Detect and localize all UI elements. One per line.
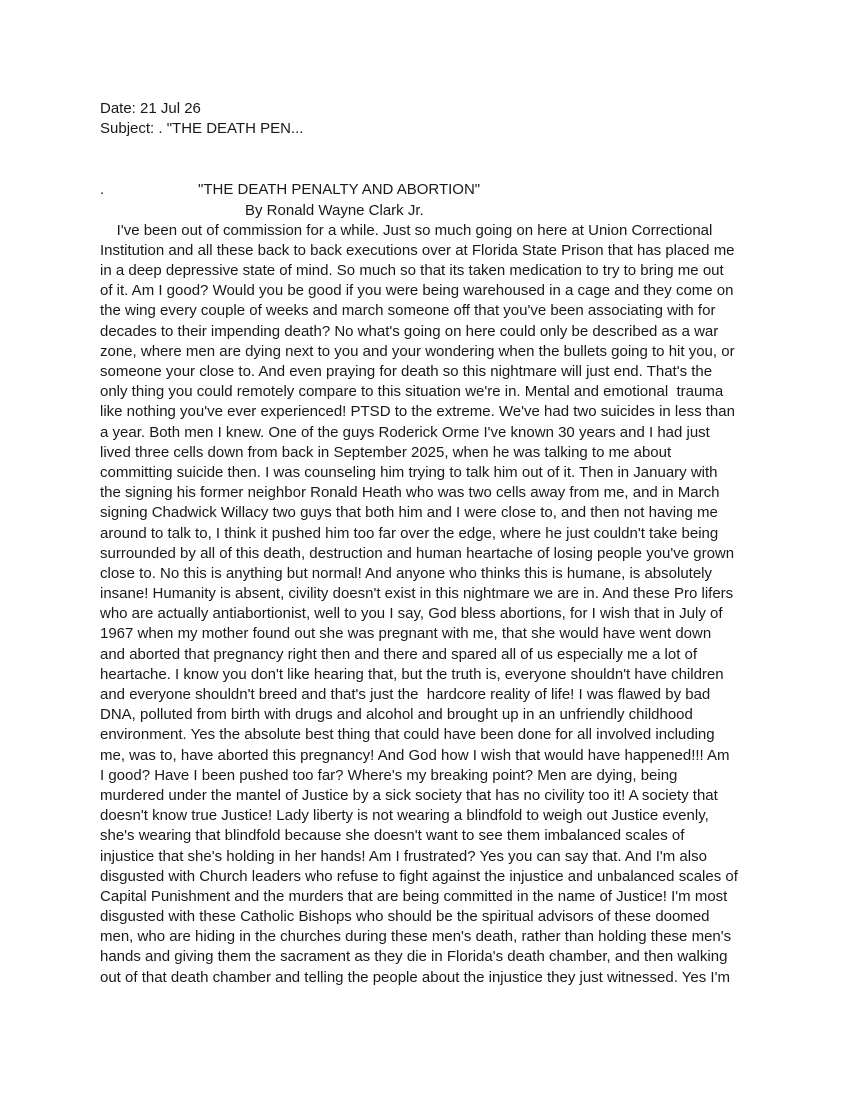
- date-line: Date: 21 Jul 26: [100, 100, 201, 117]
- author-byline: By Ronald Wayne Clark Jr.: [245, 201, 424, 219]
- body-line: a year. Both men I knew. One of the guys Roderick Orme I've known 30 years and I had just: [100, 423, 710, 441]
- body-line: men, who are hiding in the churches during these men's death, rather than holding these men's: [100, 928, 732, 946]
- body-line: committing suicide then. I was counseling him trying to talk him out of it. Then in January with: [100, 463, 718, 481]
- title-row: [100, 180, 750, 200]
- body-line: decades to their impending death? No what's going on here could only be described as a war: [100, 322, 719, 340]
- body-line: someone your close to. And even praying for death so this nightmare will just end. That's the: [100, 363, 713, 380]
- body-line: injustice that she's holding in her hands! Am I frustrated? Yes you can say that. And I'm also: [100, 847, 707, 865]
- body-line: the wing every couple of weeks and march someone off that you've been associating with for: [100, 302, 716, 320]
- body-line: murdered under the mantel of Justice by a sick society that has no civility too it! A society that: [100, 786, 718, 804]
- body-line: who are actually antiabortionist, well to you I say, God bless abortions, for I wish that in July of: [100, 605, 723, 623]
- subject-line: Subject: . "THE DEATH PEN...: [100, 120, 304, 138]
- body-line: DNA, polluted from birth with drugs and alcohol and brought up in an unfriendly childhood: [100, 706, 693, 724]
- body-line: disgusted with these Catholic Bishops who should be the spiritual advisors of these doomed: [100, 908, 710, 926]
- body-line: out of that death chamber and telling the people about the injustice they just witnessed. Yes I'm: [100, 968, 730, 986]
- letter-header: [100, 99, 750, 139]
- body-line: surrounded by all of this death, destruction and human heartache of losing people you've grown: [100, 544, 735, 562]
- body-line: the signing his former neighbor Ronald Heath who was two cells away from me, and in March: [100, 484, 720, 502]
- body-line: I've been out of commission for a while. Just so much going on here at Union Correctional: [100, 221, 713, 239]
- body-line: only thing you could remotely compare to this situation we're in. Mental and emotional trauma: [100, 383, 724, 401]
- body-line: disgusted with Church leaders who refuse to fight against the injustice and unbalanced scales of: [100, 867, 738, 885]
- document-title: "THE DEATH PENALTY AND ABORTION": [198, 181, 481, 198]
- body-line: she's wearing that blindfold because she doesn't want to see them imbalanced scales of: [100, 827, 685, 845]
- body-line: hands and giving them the sacrament as they die in Florida's death chamber, and then walking: [100, 948, 728, 966]
- body-line: Institution and all these back to back executions over at Florida State Prison that has placed me: [100, 241, 735, 259]
- body-text: [100, 221, 750, 988]
- body-line: Capital Punishment and the murders that are being committed in the name of Justice! I'm most: [100, 887, 728, 905]
- title-marker: .: [100, 181, 105, 198]
- body-line: around to talk to, I think it pushed him too far over the edge, where he just couldn't take being: [100, 524, 719, 542]
- body-line: insane! Humanity is absent, civility doesn't exist in this nightmare we are in. And these Pro lifers: [100, 585, 734, 603]
- body-line: and aborted that pregnancy right then and there and spared all of us especially me a lot of: [100, 645, 698, 663]
- body-line: environment. Yes the absolute best thing that could have been done for all involved including: [100, 726, 715, 744]
- body-line: lived three cells down from back in September 2025, when he was talking to me about: [100, 443, 672, 461]
- body-line: close to. No this is anything but normal! And anyone who thinks this is humane, is absolutely: [100, 564, 713, 582]
- body-line: 1967 when my mother found out she was pregnant with me, that she would have went down: [100, 625, 712, 643]
- body-line: like nothing you've ever experienced! PTSD to the extreme. We've had two suicides in less than: [100, 403, 735, 421]
- body-line: doesn't know true Justice! Lady liberty is not wearing a blindfold to weigh out Justice evenly,: [100, 807, 709, 825]
- body-line: I good? Have I been pushed too far? Where's my breaking point? Men are dying, being: [100, 766, 678, 784]
- body-line: me, was to, have aborted this pregnancy! And God how I wish that would have happened!!! Am: [100, 746, 730, 764]
- body-line: zone, where men are dying next to you and your wondering when the bullets going to hit you, or: [100, 342, 735, 360]
- body-line: of it. Am I good? Would you be good if you were being warehoused in a cage and they come on: [100, 282, 734, 300]
- body-line: and everyone shouldn't breed and that's just the hardcore reality of life! I was flawed by bad: [100, 686, 711, 703]
- body-line: in a deep depressive state of mind. So much so that its taken medication to try to bring me out: [100, 262, 724, 280]
- body-line: heartache. I know you don't like hearing that, but the truth is, everyone shouldn't have children: [100, 665, 724, 683]
- body-line: signing Chadwick Willacy two guys that both him and I were close to, and then not having me: [100, 504, 718, 522]
